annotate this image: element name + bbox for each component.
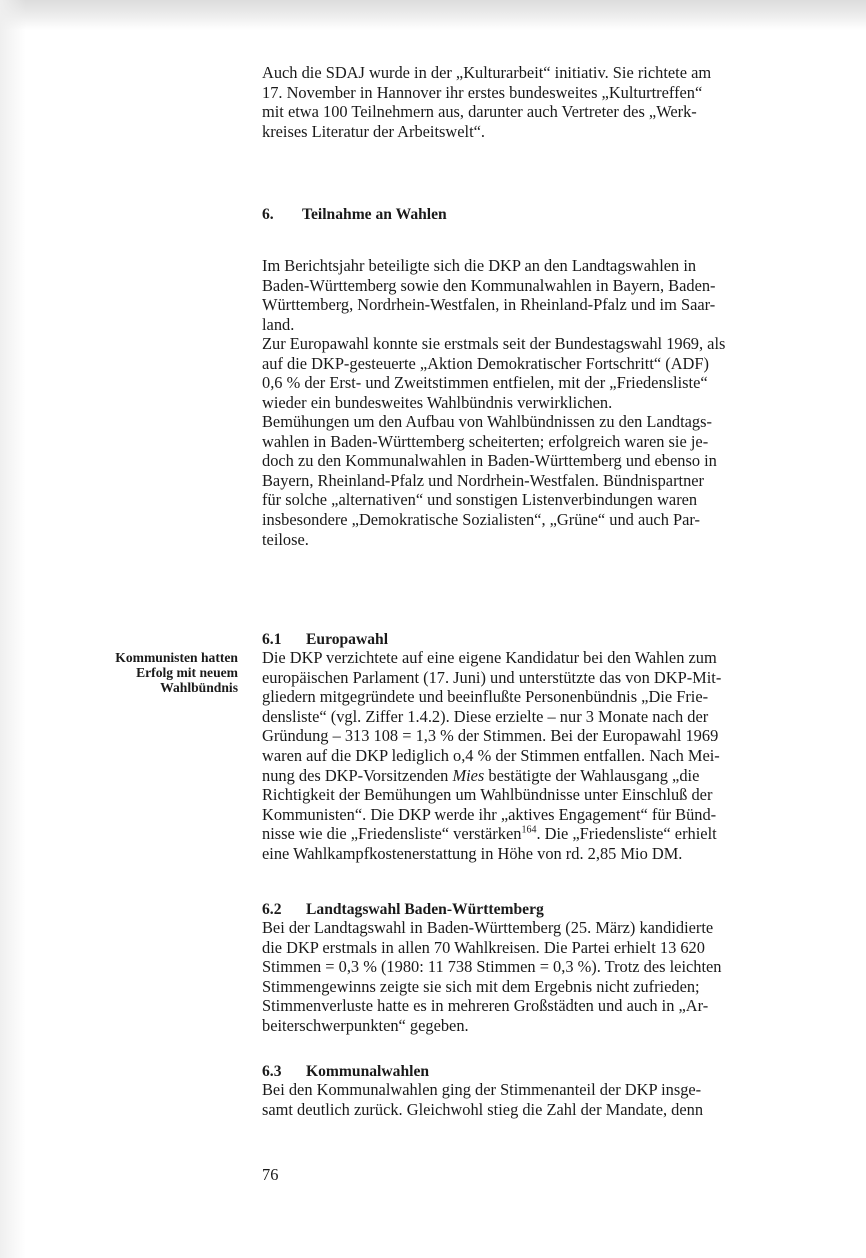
section-6-3-heading	[262, 1062, 824, 1081]
text-line: europäischen Parlament (17. Juni) und unterstützte das von DKP-Mit-	[262, 667, 722, 687]
section-6-paragraph-2	[262, 334, 824, 412]
section-6-1-heading	[262, 630, 824, 649]
text-line: gliedern mitgegründete und beeinflußte Personenbündnis „Die Frie-	[262, 687, 709, 707]
text-line: wieder ein bundesweites Wahlbündnis verwirklichen.	[262, 392, 613, 412]
person-name: Mies	[452, 765, 485, 785]
text-line: doch zu den Kommunalwahlen in Baden-Württemberg und ebenso in	[262, 451, 717, 471]
text-line: 0,6 % der Erst- und Zweitstimmen entfielen, mit der „Friedensliste“	[262, 373, 708, 393]
section-6-2-heading	[262, 900, 824, 919]
intro-paragraph	[262, 63, 824, 141]
text-line: auf die DKP-gesteuerte „Aktion Demokratischer Fortschritt“ (ADF)	[262, 353, 709, 373]
text-line: samt deutlich zurück. Gleichwohl stieg die Zahl der Mandate, denn	[262, 1099, 704, 1119]
text-line: insbesondere „Demokratische Sozialisten“, „Grüne“ und auch Par-	[262, 509, 700, 529]
text-line: Bemühungen um den Aufbau von Wahlbündnissen zu den Landtags-	[262, 412, 712, 431]
section-6-paragraph-1	[262, 256, 824, 334]
text-line: Bayern, Rheinland-Pfalz und Nordrhein-Westfalen. Bündnispartner	[262, 470, 705, 490]
text-segment: nung des DKP-Vorsitzenden	[262, 765, 453, 785]
text-line: Auch die SDAJ wurde in der „Kulturarbeit“ initiativ. Sie richtete am	[262, 63, 712, 82]
text-segment: . Die „Friedensliste“ erhielt	[536, 824, 717, 844]
page-number: 76	[262, 1165, 279, 1184]
text-line: Stimmenverluste hatte es in mehreren Großstädten und auch in „Ar-	[262, 996, 709, 1016]
section-number: 6.2	[262, 901, 282, 918]
text-line: Bei den Kommunalwahlen ging der Stimmenanteil der DKP insge-	[262, 1080, 702, 1099]
section-number: 6.1	[262, 631, 282, 648]
text-line: land.	[262, 314, 295, 334]
section-number: 6.	[262, 206, 274, 223]
text-line: Kommunisten“. Die DKP werde ihr „aktives Engagement“ für Bünd-	[262, 804, 717, 824]
section-6-paragraph-3	[262, 412, 824, 549]
text-line: wahlen in Baden-Württemberg scheiterten; erfolgreich waren sie je-	[262, 431, 709, 451]
section-6-3-paragraph	[262, 1080, 824, 1119]
text-line: Gründung – 313 108 = 1,3 % der Stimmen. Bei der Europawahl 1969	[262, 726, 719, 746]
text-line: Richtigkeit der Bemühungen um Wahlbündnisse unter Einschluß der	[262, 785, 713, 805]
text-line: Württemberg, Nordrhein-Westfalen, in Rheinland-Pfalz und im Saar-	[262, 295, 716, 315]
text-line: kreises Literatur der Arbeitswelt“.	[262, 121, 486, 141]
margin-note-line: Erfolg mit neuem	[136, 665, 238, 681]
text-line: teilose.	[262, 529, 309, 549]
margin-note	[60, 650, 238, 696]
text-line	[262, 824, 824, 844]
text-line: beiterschwerpunkten“ gegeben.	[262, 1015, 469, 1035]
section-6-1-paragraph	[262, 648, 824, 864]
text-segment: nisse wie die „Friedensliste“ verstärken	[262, 824, 522, 844]
section-title: Europawahl	[306, 631, 389, 648]
text-line	[262, 766, 824, 786]
text-line: Stimmen = 0,3 % (1980: 11 738 Stimmen = 0,3 %). Trotz des leichten	[262, 957, 722, 977]
text-line: mit etwa 100 Teilnehmern aus, darunter auch Vertreter des „Werk-	[262, 102, 697, 122]
text-line: waren auf die DKP lediglich o,4 % der Stimmen entfallen. Nach Mei-	[262, 745, 720, 765]
scan-edge-top	[0, 0, 866, 30]
scan-edge-left	[0, 0, 26, 1258]
margin-note-line: Wahlbündnis	[160, 680, 238, 696]
text-line: die DKP erstmals in allen 70 Wahlkreisen. Die Partei erhielt 13 620	[262, 937, 705, 957]
text-line: eine Wahlkampfkostenerstattung in Höhe von rd. 2,85 Mio DM.	[262, 843, 683, 863]
section-number: 6.3	[262, 1063, 282, 1080]
text-line: Im Berichtsjahr beteiligte sich die DKP an den Landtagswahlen in	[262, 256, 697, 275]
text-line: Stimmengewinns zeigte sie sich mit dem Ergebnis nicht zufrieden;	[262, 976, 700, 996]
text-line: densliste“ (vgl. Ziffer 1.4.2). Diese erzielte – nur 3 Monate nach der	[262, 706, 709, 726]
text-line: Zur Europawahl konnte sie erstmals seit der Bundestagswahl 1969, als	[262, 334, 726, 353]
section-title: Kommunalwahlen	[306, 1063, 430, 1080]
text-line: 17. November in Hannover ihr erstes bundesweites „Kulturtreffen“	[262, 82, 703, 102]
text-line: Die DKP verzichtete auf eine eigene Kandidatur bei den Wahlen zum	[262, 648, 717, 667]
footnote-marker: 164	[521, 824, 537, 836]
margin-note-line: Kommunisten hatten	[115, 650, 238, 665]
section-title: Landtagswahl Baden-Württemberg	[306, 901, 544, 918]
section-6-heading	[262, 205, 824, 224]
section-6-2-paragraph	[262, 918, 824, 1036]
text-line: für solche „alternativen“ und sonstigen Listenverbindungen waren	[262, 490, 698, 510]
text-segment: bestätigte der Wahlausgang „die	[484, 765, 700, 785]
section-title: Teilnahme an Wahlen	[302, 206, 447, 223]
text-line: Baden-Württemberg sowie den Kommunalwahlen in Bayern, Baden-	[262, 275, 716, 295]
text-line: Bei der Landtagswahl in Baden-Württemberg (25. März) kandidierte	[262, 918, 714, 937]
